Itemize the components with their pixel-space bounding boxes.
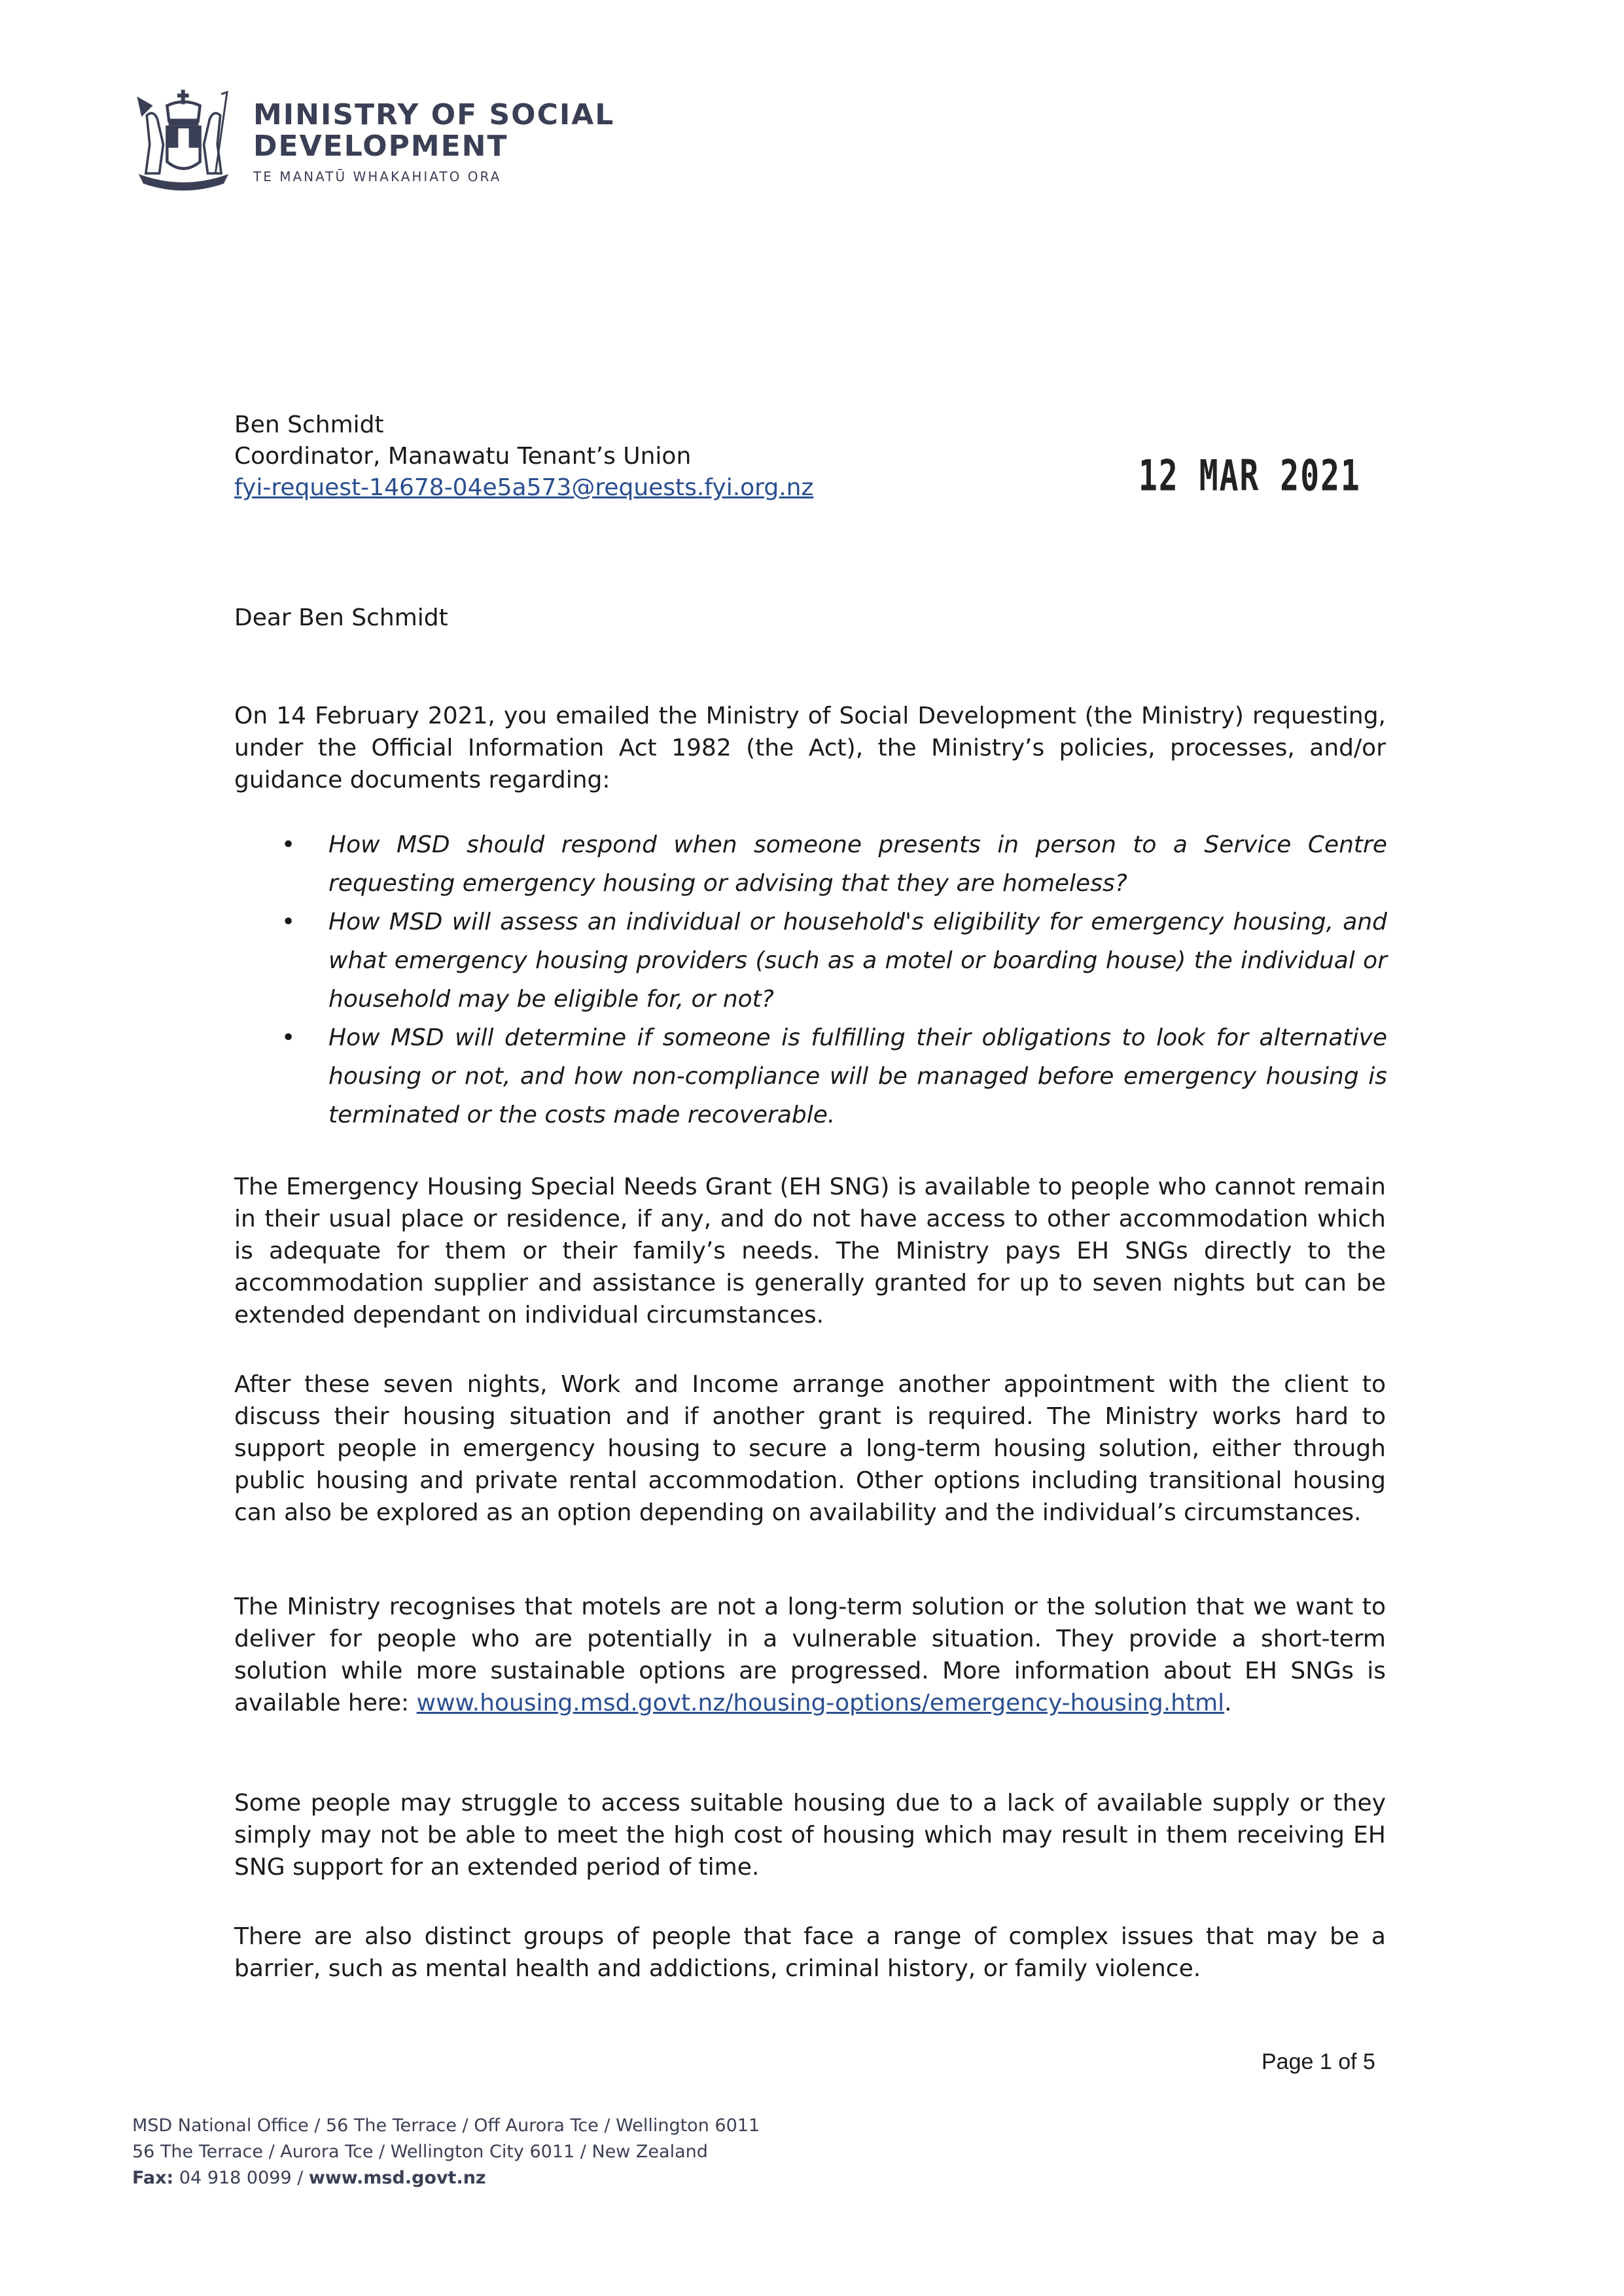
request-list: [281, 826, 1387, 1134]
recipient-name: Ben Schmidt: [234, 411, 384, 438]
ministry-maori-name: TE MANATŪ WHAKAHIATO ORA: [253, 169, 502, 184]
housing-info-link[interactable]: www.housing.msd.govt.nz/housing-options/emergency-housing.html: [416, 1690, 1225, 1716]
bullet-icon: •: [281, 831, 296, 858]
bullet-icon: •: [281, 1024, 296, 1051]
website-link[interactable]: www.msd.govt.nz: [308, 2168, 486, 2188]
nz-coat-of-arms-icon: [130, 86, 238, 198]
paragraph-motels-text: The Ministry recognises that motels are not a long-term solution or the solution that we want to deliver for people who are potentially in a vulnerable situation. They provide a short-term solution while more sustainable options are progressed. More information about EH SNGs is available here:: [234, 1593, 1386, 1716]
list-item-text: How MSD should respond when someone presents in person to a Service Centre requesting emergency housing or advising that they are homeless?: [328, 831, 1387, 897]
page-indicator: Page 1 of 5: [1262, 2049, 1375, 2074]
footer-address-line2: 56 The Terrace / Aurora Tce / Wellington City 6011 / New Zealand: [132, 2142, 708, 2162]
intro-paragraph: On 14 February 2021, you emailed the Ministry of Social Development (the Ministry) requesting, under the Official Information Act 1982 (the Act), the Ministry’s policies, processes, and/or guidance documents regarding:: [234, 703, 1386, 793]
list-item: [281, 1018, 1387, 1134]
list-item: [281, 903, 1387, 1018]
footer: [132, 2113, 760, 2191]
ministry-name: [253, 99, 614, 184]
footer-contact: [132, 2165, 760, 2191]
paragraph-motels: [234, 1591, 1386, 1719]
salutation: Dear Ben Schmidt: [234, 604, 448, 631]
fax-number: 04 918 0099 /: [173, 2168, 309, 2188]
list-item-text: How MSD will assess an individual or household's eligibility for emergency housing, and what emergency housing providers (such as a motel or boarding house) the individual or household may be eligible for, or not?: [328, 909, 1387, 1013]
list-item-text: How MSD will determine if someone is fulfilling their obligations to look for alternative housing or not, and how non-compliance will be managed before emergency housing is terminated or the costs made recoverable.: [328, 1024, 1387, 1128]
ministry-logo: [130, 86, 614, 198]
date-stamp: 12 MAR 2021: [1139, 451, 1361, 501]
paragraph-motels-end: .: [1224, 1690, 1232, 1716]
recipient-block: [234, 409, 813, 504]
bullet-icon: •: [281, 909, 296, 935]
fax-label: Fax:: [132, 2168, 174, 2188]
ministry-name-line1: MINISTRY OF SOCIAL: [253, 98, 615, 131]
recipient-title: Coordinator, Manawatu Tenant’s Union: [234, 443, 692, 470]
paragraph-barriers: There are also distinct groups of people that face a range of complex issues that may be a barrier, such as mental health and addictions, criminal history, or family violence.: [234, 1923, 1386, 1982]
paragraph-eh-sng: The Emergency Housing Special Needs Grant (EH SNG) is available to people who cannot remain in their usual place or residence, if any, and do not have access to other accommodation which is adequate for them or their family’s needs. The Ministry pays EH SNGs directly to the accommodation supplier and assistance is generally granted for up to seven nights but can be extended dependant on individual circumstances.: [234, 1174, 1386, 1329]
paragraph-after-seven-nights: After these seven nights, Work and Income arrange another appointment with the client to discuss their housing situation and if another grant is required. The Ministry works hard to support people in emergency housing to secure a long-term housing solution, either through public housing and private rental accommodation. Other options including transitional housing can also be explored as an option depending on availability and the individual’s circumstances.: [234, 1371, 1386, 1526]
ministry-name-line2: DEVELOPMENT: [253, 130, 508, 163]
footer-address-line1: MSD National Office / 56 The Terrace / Off Aurora Tce / Wellington 6011: [132, 2115, 760, 2136]
recipient-email-link[interactable]: fyi-request-14678-04e5a573@requests.fyi.org.nz: [234, 474, 814, 501]
list-item: [281, 826, 1387, 903]
paragraph-supply: Some people may struggle to access suitable housing due to a lack of available supply or they simply may not be able to meet the high cost of housing which may result in them receiving EH SNG support for an extended period of time.: [234, 1790, 1386, 1881]
